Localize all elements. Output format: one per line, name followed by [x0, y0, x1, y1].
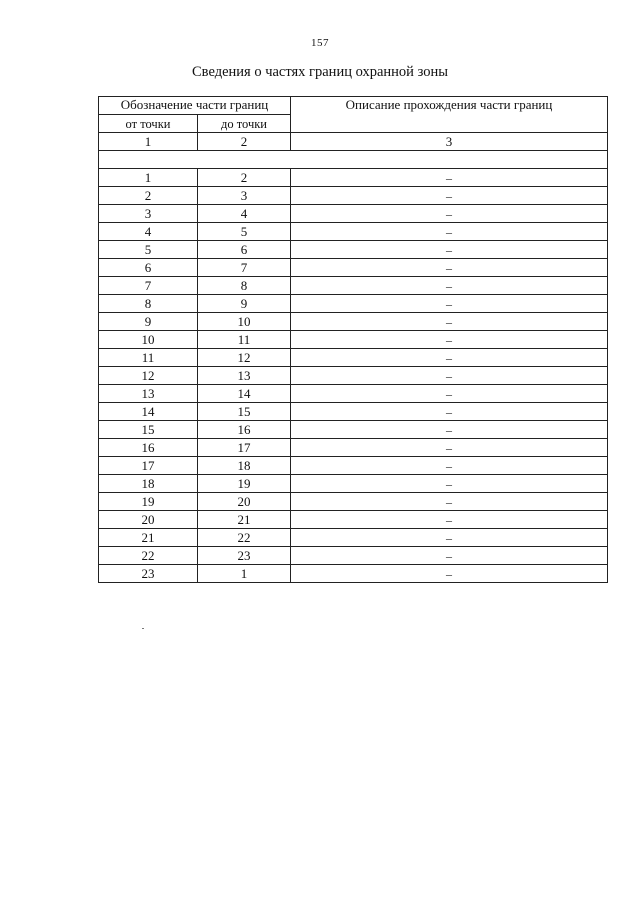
header-from-point: от точки [99, 115, 198, 133]
from-point-cell: 17 [99, 457, 198, 475]
description-cell: – [291, 313, 608, 331]
table-row [99, 493, 608, 511]
header-to-point: до точки [198, 115, 291, 133]
table-row [99, 421, 608, 439]
from-point-cell: 7 [99, 277, 198, 295]
from-point-cell: 1 [99, 169, 198, 187]
description-cell: – [291, 277, 608, 295]
from-point-cell: 5 [99, 241, 198, 259]
from-point-cell: 3 [99, 205, 198, 223]
description-cell: – [291, 205, 608, 223]
table-row [99, 439, 608, 457]
to-point-cell: 20 [198, 493, 291, 511]
column-number-3: 3 [291, 133, 608, 151]
table-row [99, 187, 608, 205]
description-cell: – [291, 367, 608, 385]
to-point-cell: 2 [198, 169, 291, 187]
boundary-parts-table [98, 96, 608, 583]
from-point-cell: 12 [99, 367, 198, 385]
description-cell: – [291, 403, 608, 421]
from-point-cell: 6 [99, 259, 198, 277]
to-point-cell: 22 [198, 529, 291, 547]
from-point-cell: 23 [99, 565, 198, 583]
description-cell: – [291, 187, 608, 205]
to-point-cell: 5 [198, 223, 291, 241]
description-cell: – [291, 259, 608, 277]
from-point-cell: 19 [99, 493, 198, 511]
description-cell: – [291, 295, 608, 313]
table-header-row [99, 97, 608, 115]
description-cell: – [291, 421, 608, 439]
table-row [99, 403, 608, 421]
from-point-cell: 9 [99, 313, 198, 331]
to-point-cell: 21 [198, 511, 291, 529]
table-row [99, 385, 608, 403]
from-point-cell: 21 [99, 529, 198, 547]
from-point-cell: 13 [99, 385, 198, 403]
to-point-cell: 17 [198, 439, 291, 457]
description-cell: – [291, 457, 608, 475]
to-point-cell: 11 [198, 331, 291, 349]
table-row [99, 205, 608, 223]
header-boundary-description: Описание прохождения части границ [291, 97, 608, 133]
table-row [99, 223, 608, 241]
from-point-cell: 10 [99, 331, 198, 349]
from-point-cell: 18 [99, 475, 198, 493]
to-point-cell: 13 [198, 367, 291, 385]
to-point-cell: 7 [198, 259, 291, 277]
from-point-cell: 16 [99, 439, 198, 457]
description-cell: – [291, 439, 608, 457]
description-cell: – [291, 385, 608, 403]
table-row [99, 565, 608, 583]
table-row [99, 511, 608, 529]
description-cell: – [291, 475, 608, 493]
header-boundary-designation: Обозначение части границ [99, 97, 291, 115]
empty-section-row [99, 151, 608, 169]
to-point-cell: 1 [198, 565, 291, 583]
scan-speck [142, 628, 144, 629]
table-row [99, 349, 608, 367]
description-cell: – [291, 529, 608, 547]
from-point-cell: 15 [99, 421, 198, 439]
to-point-cell: 9 [198, 295, 291, 313]
to-point-cell: 18 [198, 457, 291, 475]
table-row [99, 529, 608, 547]
from-point-cell: 20 [99, 511, 198, 529]
description-cell: – [291, 565, 608, 583]
empty-section-cell [99, 151, 608, 169]
description-cell: – [291, 547, 608, 565]
table-row [99, 331, 608, 349]
to-point-cell: 19 [198, 475, 291, 493]
to-point-cell: 12 [198, 349, 291, 367]
from-point-cell: 8 [99, 295, 198, 313]
column-number-row [99, 133, 608, 151]
page-number: 157 [311, 37, 329, 49]
description-cell: – [291, 349, 608, 367]
to-point-cell: 15 [198, 403, 291, 421]
description-cell: – [291, 241, 608, 259]
table-row [99, 457, 608, 475]
from-point-cell: 22 [99, 547, 198, 565]
description-cell: – [291, 493, 608, 511]
document-title: Сведения о частях границ охранной зоны [192, 64, 448, 80]
to-point-cell: 14 [198, 385, 291, 403]
from-point-cell: 11 [99, 349, 198, 367]
table-row [99, 169, 608, 187]
to-point-cell: 4 [198, 205, 291, 223]
to-point-cell: 10 [198, 313, 291, 331]
to-point-cell: 23 [198, 547, 291, 565]
description-cell: – [291, 511, 608, 529]
to-point-cell: 16 [198, 421, 291, 439]
table-row [99, 547, 608, 565]
from-point-cell: 2 [99, 187, 198, 205]
to-point-cell: 8 [198, 277, 291, 295]
table-row [99, 295, 608, 313]
from-point-cell: 14 [99, 403, 198, 421]
column-number-2: 2 [198, 133, 291, 151]
table-row [99, 241, 608, 259]
table-row [99, 475, 608, 493]
to-point-cell: 3 [198, 187, 291, 205]
table-row [99, 367, 608, 385]
table-row [99, 313, 608, 331]
from-point-cell: 4 [99, 223, 198, 241]
description-cell: – [291, 223, 608, 241]
description-cell: – [291, 169, 608, 187]
description-cell: – [291, 331, 608, 349]
table-row [99, 259, 608, 277]
table-row [99, 277, 608, 295]
column-number-1: 1 [99, 133, 198, 151]
to-point-cell: 6 [198, 241, 291, 259]
